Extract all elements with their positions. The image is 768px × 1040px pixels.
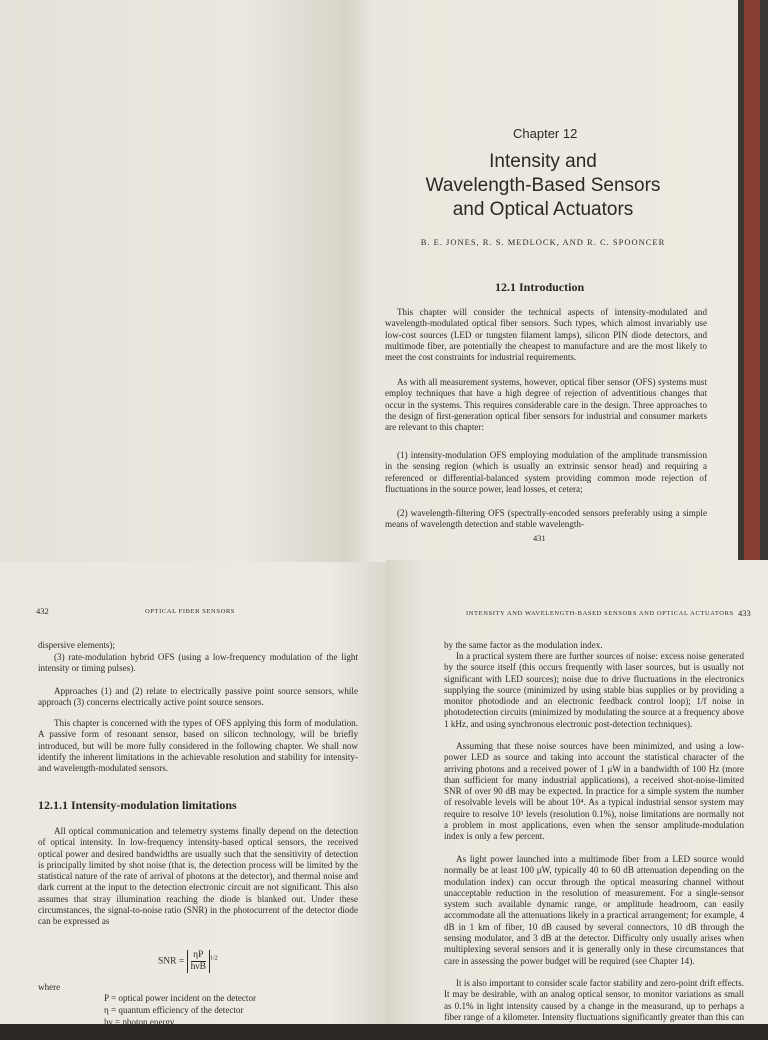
book-edge xyxy=(738,0,768,568)
section-heading: 12.1 Introduction xyxy=(495,280,585,294)
authors: B. E. JONES, R. S. MEDLOCK, AND R. C. SPOONCER xyxy=(420,237,666,247)
where-label: where xyxy=(38,982,61,992)
subsection-heading: 12.1.1 Intensity-modulation limitations xyxy=(38,798,237,812)
paragraph: As light power launched into a multimode fiber from a LED source would normally be at least 100 μW, typically 40 to 60 dB attenuation depending on the modulation index) can occur through the optical measuring channel without unacceptable reduction in the resolution of measurement. For a single-sensor system such available dynamic range, or amplitude headroom, can easily accommodate all the attenuations likely in a practical arrangement; for example, 4 dB in 1 km of fiber, 10 dB caused by several connectors, 10 dB through the sensing modulator, and 3 dB at the detector. Difficulty only usually arises when multiplexing several sensors and it is generally only in these circumstances that care in assessing the power budget will be required (see Chapter 14). xyxy=(444,854,744,966)
title-line: and Optical Actuators xyxy=(452,199,634,220)
definition-list xyxy=(104,992,256,1040)
definition-item: P = optical power incident on the detector xyxy=(104,993,257,1003)
equation-fraction xyxy=(187,950,210,973)
paragraph: It is also important to consider scale factor stability and zero-point drift effects. It may be desirable, with an analog optical sensor, to monitor variations as small as 0.1% in light intensity caused by a change in the measurand, up to perhaps a fiber range of a kilometer. Intensity fluctuations significantly greater than this can occur due to source temperature xyxy=(444,978,744,1034)
paragraph: All optical communication and telemetry systems finally depend on the detection of optical intensity. In low-frequency intensity-based optical sensors, the received optical power and desired bandwidths are usually such that the sensitivity of detection is principally limited by shot noise (that is, the detection process will be limited by the statistical nature of the rate of arrival of photons at the detector), and thermal noise and dark current at the input to the detection electronic circuit are not significant. This also assumes that stray illumination reaching the diode is blanked out. Under these circumstances, the signal-to-noise ratio (SNR) in the photocurrent of the detector diode can be expressed as xyxy=(38,826,358,927)
snr-equation xyxy=(158,950,218,973)
paragraph: This chapter is concerned with the types of OFS applying this form of modulation. A passive form of resonant sensor, based on silicon technology, will be briefly introduced, but will be more fully considered in the following chapter. We shall now identify the inherent limitations in the achievable resolution and stability for intensity- and wavelength-modulated sensors. xyxy=(38,718,358,774)
definition-item: η = quantum efficiency of the detector xyxy=(104,1005,244,1015)
page-number: 431 xyxy=(533,533,546,543)
paragraph: (2) wavelength-filtering OFS (spectrally-encoded sensors preferably using a simple means of wavelength detection and stable wavelength- xyxy=(385,508,707,530)
title-line: Intensity and xyxy=(489,151,597,172)
equation-numerator: ηP xyxy=(191,950,206,962)
page-number: 432 xyxy=(36,606,49,616)
page-431 xyxy=(343,0,738,568)
chapter-label: Chapter 12 xyxy=(513,126,578,141)
equation-exponent: 1/2 xyxy=(209,955,218,962)
paragraph: (3) rate-modulation hybrid OFS (using a low-frequency modulation of the light intensity or timing pulses). xyxy=(38,652,358,674)
chapter-title xyxy=(383,150,703,222)
paragraph: This chapter will consider the technical aspects of intensity-modulated and wavelength-modulated optical fiber sensors. Such types, which almost invariably use low-cost sources (LED or tungsten filament lamps), silicon PIN diode detectors, and multimode fiber, are potentially the cheapest to manufacture and are the most likely to meet the cost constraints for industrial requirements. xyxy=(385,307,707,363)
page-433 xyxy=(386,560,768,1034)
equation-denominator: hνB xyxy=(190,962,206,972)
paragraph: by the same factor as the modulation index. xyxy=(444,640,603,650)
equation-lhs: SNR = xyxy=(158,956,185,967)
paragraph: Approaches (1) and (2) relate to electrically passive point source sensors, while approach (3) concerns electrically active point source sensors. xyxy=(38,686,358,708)
book-cover-edge xyxy=(744,0,760,568)
running-head: OPTICAL FIBER SENSORS xyxy=(145,608,236,615)
page-432 xyxy=(0,562,388,1039)
definition-item: hν = photon energy xyxy=(104,1017,175,1027)
paragraph: As with all measurement systems, however, optical fiber sensor (OFS) systems must employ techniques that have a high degree of rejection of adventitious changes that occur in the systems. This requires considerable care in the design. Three approaches to the design of first-generation optical fiber sensors for industrial and consumer markets are relevant to this chapter: xyxy=(385,377,707,433)
title-line: Wavelength-Based Sensors xyxy=(425,175,661,196)
paragraph: (1) intensity-modulation OFS employing modulation of the amplitude transmission in the sensing region (which is usually an extrinsic sensor head) and requiring a referenced or differential-balanced system providing common mode rejection of fluctuations in the source power, lead losses, et cetera; xyxy=(385,450,707,494)
blank-facing-page xyxy=(0,0,345,568)
page-number: 433 xyxy=(738,608,751,618)
paragraph: In a practical system there are further sources of noise: excess noise generated by the source itself (this occurs frequently with laser sources, but is usually not significant with LED sources); noise due to drive fluctuations in the electronics supplying the source (minimized by using stable bias supplies or by providing a monitor photodiode and an electronic feedback control loop); 1/f noise in photodetection circuits (minimized by modulating the source at a frequency above 1 kHz, and using synchronous electronic post-detection techniques). xyxy=(444,651,744,729)
paragraph: dispersive elements); xyxy=(38,640,116,650)
definition-item: B = bandwidth of the optical receiver xyxy=(104,1029,240,1039)
paragraph: Assuming that these noise sources have been minimized, and using a low-power LED as source and taking into account the statistical character of the arriving photons and a received power of 1 μW in a bandwidth of 100 Hz (more than sufficient for many industrial applications), a received shot-noise-limited SNR of over 90 dB may be expected. In practice for a simple system the number of resolvable levels will be about 10⁴. As a typical industrial sensor system may require to resolve 10³ levels (resolution 0.1%), noise limitations are normally not a problem in most applications, even when the sensor amplitude-modulation index is only a few percent. xyxy=(444,741,744,842)
running-head: INTENSITY AND WAVELENGTH-BASED SENSORS AND OPTICAL ACTUATORS xyxy=(466,610,734,617)
